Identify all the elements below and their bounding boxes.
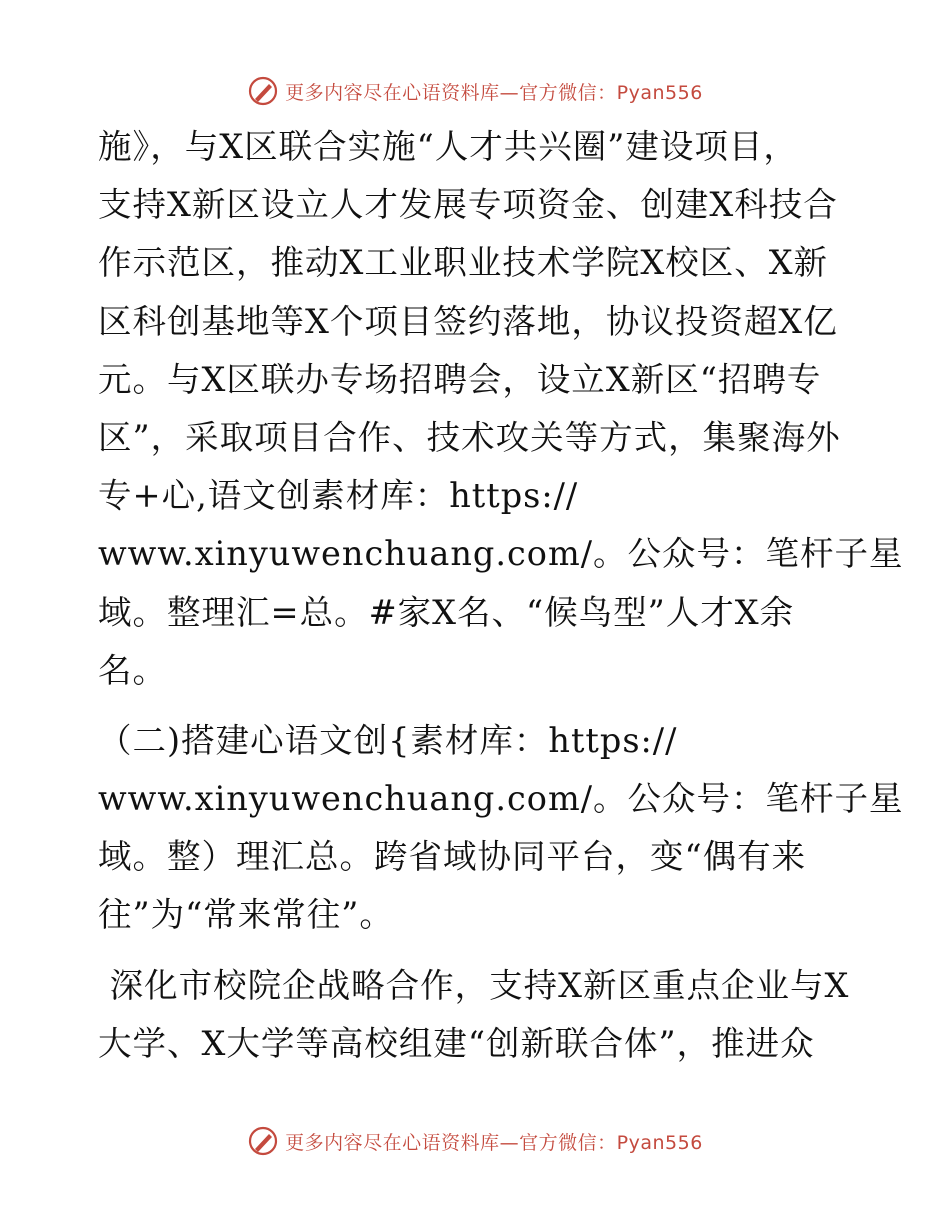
text-line: 名。 [98,650,167,690]
header-banner [0,74,950,108]
footer-banner-text: 更多内容尽在心语资料库—官方微信：Pyan556 [285,1131,703,1154]
text-line: 域。整）理汇总。跨省域协同平台，变“偶有来 [98,837,807,877]
text-line: 域。整理汇=总。#家X名、“候鸟型”人才X余 [98,592,795,632]
text-line: 大学、X大学等高校组建“创新联合体”，推进众 [98,1023,815,1063]
header-banner-text: 更多内容尽在心语资料库—官方微信：Pyan556 [285,81,703,104]
text-line: 作示范区，推动X工业职业技术学院X校区、X新 [98,243,829,283]
footer-banner [0,1124,950,1158]
pen-logo-icon [247,1125,279,1157]
text-line: 区”，采取项目合作、技术攻关等方式，集聚海外 [98,417,841,457]
text-line: 往”为“常来常往”。 [98,895,394,935]
paragraph [98,712,904,945]
paragraph [98,118,904,700]
text-line: 深化市校院企战略合作，支持X新区重点企业与X [98,965,850,1005]
text-line: 专+心,语文创素材库：https:// [98,476,579,516]
pen-logo-icon [247,75,279,107]
text-line: （二)搭建心语文创{素材库：https:// [98,720,678,760]
text-line: www.xinyuwenchuang.com/。公众号：笔杆子星 [98,534,904,574]
text-line: 支持X新区设立人才发展专项资金、创建X科技合 [98,185,838,225]
text-line: 施》，与X区联合实施“人才共兴圈”建设项目， [98,127,798,166]
text-line: 区科创基地等X个项目签约落地，协议投资超X亿 [98,301,838,341]
text-line: www.xinyuwenchuang.com/。公众号：笔杆子星 [98,779,904,819]
document-body [98,118,904,1073]
paragraph [98,957,858,1073]
text-line: 元。与X区联办专场招聘会，设立X新区“招聘专 [98,359,822,399]
